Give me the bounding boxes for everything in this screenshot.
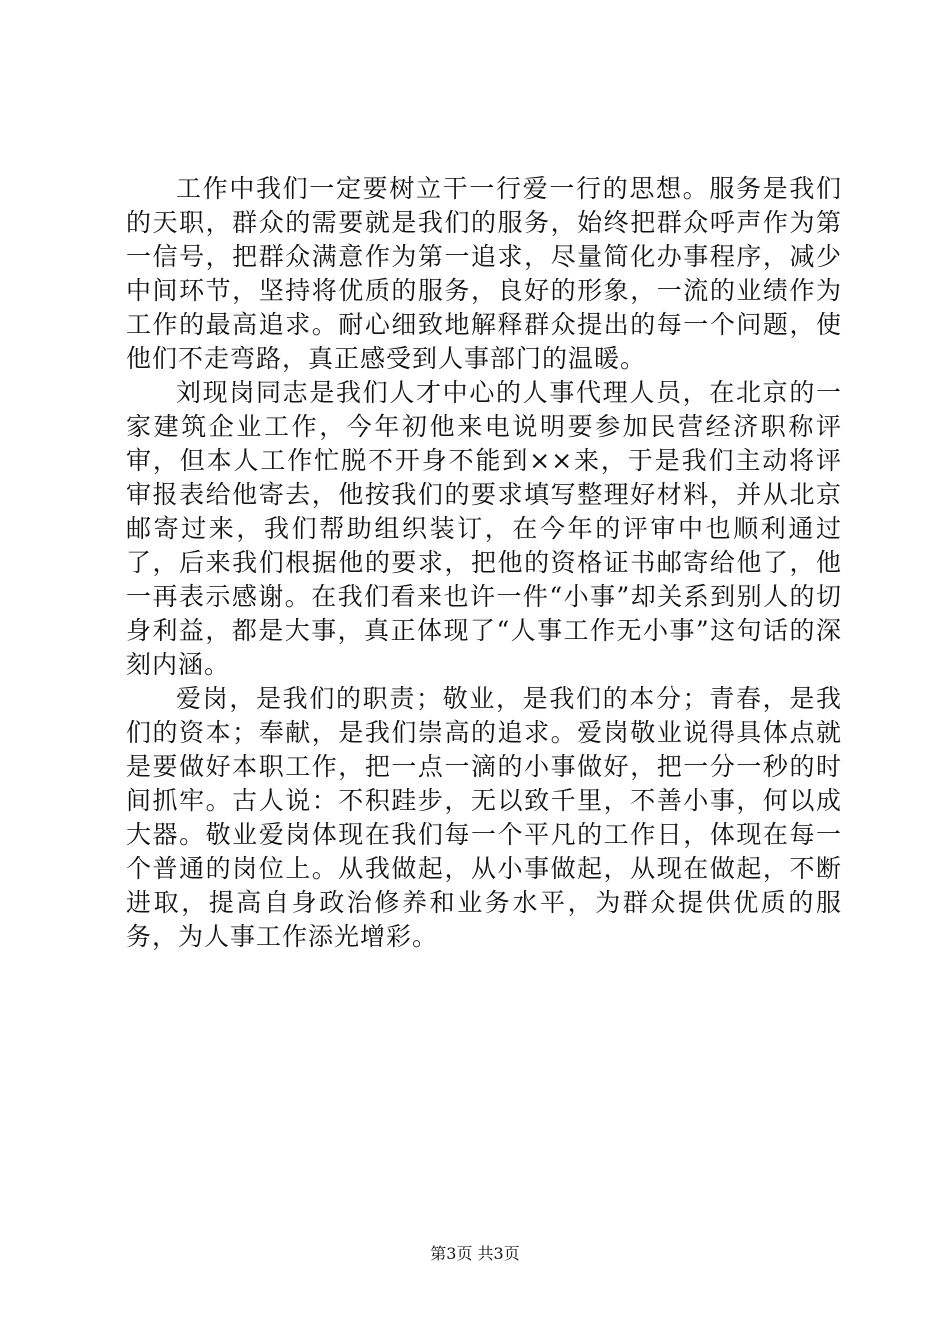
document-body	[126, 172, 842, 954]
paragraph-2: 刘现岗同志是我们人才中心的人事代理人员，在北京的一家建筑企业工作，今年初他来电说明要参加民营经济职称评审，但本人工作忙脱不开身不能到××来，于是我们主动将评审报表给他寄去，他按我们的要求填写整理好材料，并从北京邮寄过来，我们帮助组织装订，在今年的评审中也顺利通过了，后来我们根据他的要求，把他的资格证书邮寄给他了，他一再表示感谢。在我们看来也许一件“小事”却关系到别人的切身利益，都是大事，真正体现了“人事工作无小事”这句话的深刻内涵。	[126, 378, 842, 679]
paragraph-3: 爱岗，是我们的职责；敬业，是我们的本分；青春，是我们的资本；奉献，是我们崇高的追求。爱岗敬业说得具体点就是要做好本职工作，把一点一滴的小事做好，把一分一秒的时间抓牢。古人说：不积跬步，无以致千里，不善小事，何以成大器。敬业爱岗体现在我们每一个平凡的工作日，体现在每一个普通的岗位上。从我做起，从小事做起，从现在做起，不断进取，提高自身政治修养和业务水平，为群众提供优质的服务，为人事工作添光增彩。	[126, 684, 842, 951]
page-number-footer: 第3页 共3页	[430, 1244, 520, 1263]
paragraph-1: 工作中我们一定要树立干一行爱一行的思想。服务是我们的天职，群众的需要就是我们的服务，始终把群众呼声作为第一信号，把群众满意作为第一追求，尽量简化办事程序，减少中间环节，坚持将优质的服务，良好的形象，一流的业绩作为工作的最高追求。耐心细致地解释群众提出的每一个问题，使他们不走弯路，真正感受到人事部门的温暖。	[126, 174, 842, 373]
